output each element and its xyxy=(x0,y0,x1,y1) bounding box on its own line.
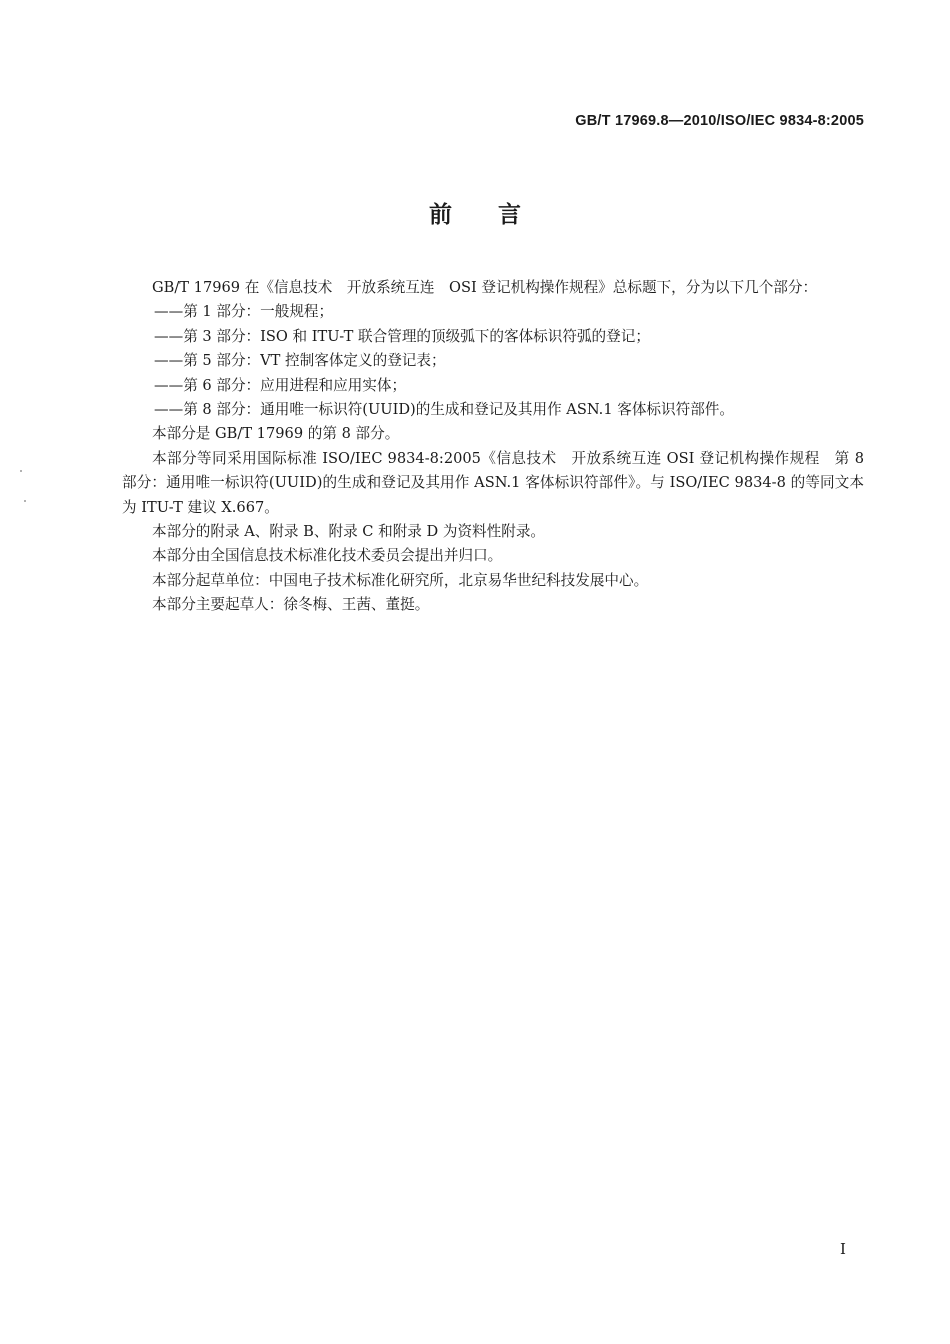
paragraph-drafters: 本部分主要起草人：徐冬梅、王茜、董挺。 xyxy=(152,596,430,614)
paragraph-drafting-units: 本部分起草单位：中国电子技术标准化研究所，北京易华世纪科技发展中心。 xyxy=(152,571,649,589)
list-item-part-5: ——第 5 部分：VT 控制客体定义的登记表； xyxy=(154,352,446,370)
scan-speck xyxy=(20,470,22,472)
page-title: 前言 xyxy=(429,202,567,228)
paragraph-intro: GB/T 17969 在《信息技术 开放系统互连 OSI 登记机构操作规程》总标题下，分为以下几个部分： xyxy=(152,279,818,296)
standard-code-header: GB/T 17969.8—2010/ISO/IEC 9834-8:2005 xyxy=(575,113,864,129)
paragraph-annexes: 本部分的附录 A、附录 B、附录 C 和附录 D 为资料性附录。 xyxy=(152,523,546,541)
paragraph-part-statement: 本部分是 GB/T 17969 的第 8 部分。 xyxy=(152,425,400,443)
list-item-part-1: ——第 1 部分：一般规程； xyxy=(154,303,334,321)
scan-speck xyxy=(24,500,26,502)
foreword-body xyxy=(122,276,864,618)
page-number: I xyxy=(840,1240,846,1258)
list-item-part-6: ——第 6 部分：应用进程和应用实体； xyxy=(154,376,407,394)
paragraph-adoption: 本部分等同采用国际标准 ISO/IEC 9834-8:2005《信息技术 开放系统互连 OSI 登记机构操作规程 第 8 部分：通用唯一标识符(UUID)的生成和登记及其用作 ASN.1 客体标识符部件》。与 ISO/IEC 9834-8 的等同文本为 ITU-T 建议 X.667。 xyxy=(122,449,864,516)
paragraph-committee: 本部分由全国信息技术标准化技术委员会提出并归口。 xyxy=(152,547,503,565)
list-item-part-3: ——第 3 部分：ISO 和 ITU-T 联合管理的顶级弧下的客体标识符弧的登记； xyxy=(154,327,650,345)
list-item-part-8: ——第 8 部分：通用唯一标识符(UUID)的生成和登记及其用作 ASN.1 客体标识符部件。 xyxy=(154,401,734,419)
